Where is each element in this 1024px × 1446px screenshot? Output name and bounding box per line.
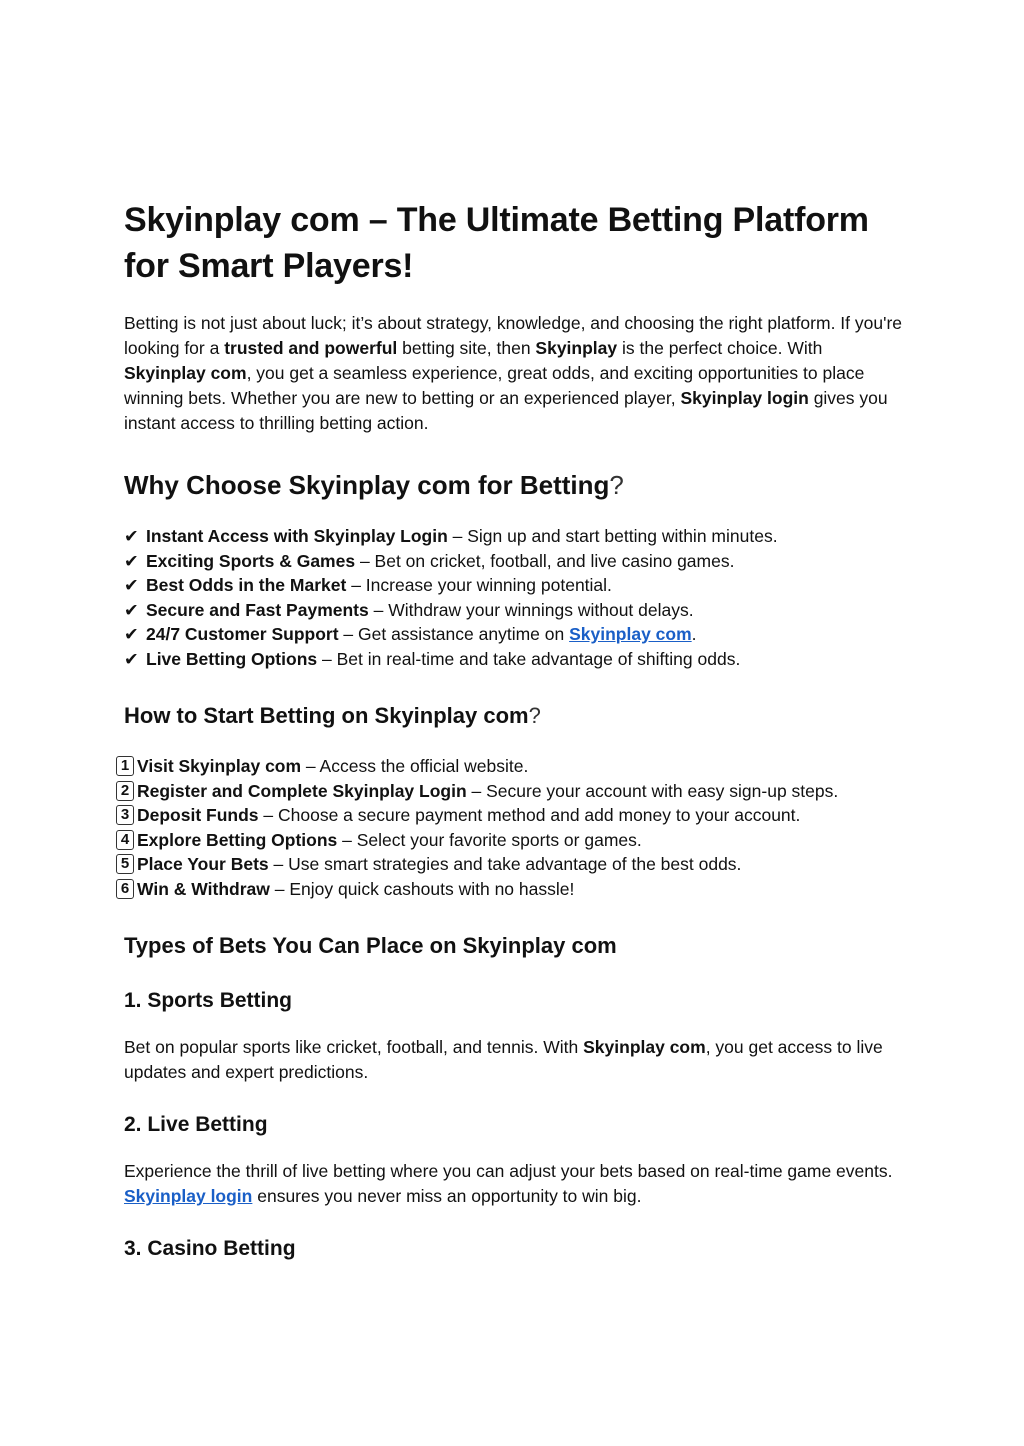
step-item [116,828,896,853]
item-bold: Exciting Sports & Games [146,550,356,571]
item-text: – Withdraw your winnings without delays. [368,599,694,620]
step-item [116,852,896,877]
checkmark-icon: ✔ [124,648,139,669]
item-text: – Increase your winning potential. [346,575,612,595]
item-bold: Best Odds in the Market [146,575,347,595]
step-bold: Explore Betting Options [137,829,338,850]
checkmark-icon: ✔ [124,599,139,620]
why-heading-q: ? [609,470,624,500]
intro-bold: Skyinplay login [680,388,809,408]
types-heading: Types of Bets You Can Place on Skyinplay com [124,933,617,958]
item-bold: Secure and Fast Payments [146,599,369,620]
intro-text: Betting is not just about luck; it’s about strategy, knowledge, and choosing the right platform. If you're looking for a [124,313,902,358]
intro-text: gives you instant access to thrilling betting action. [124,388,888,433]
item-bold: Instant Access with Skyinplay Login [146,526,448,546]
steps-list [116,754,896,901]
item-text: – Bet in real-time and take advantage of shifting odds. [317,648,741,669]
step-text: – Access the official website. [301,756,529,776]
step-bold: Register and Complete Skyinplay Login [137,780,467,801]
sports-betting-paragraph [124,1035,904,1085]
intro-text: betting site, then [397,338,536,358]
intro-bold: trusted and powerful [224,338,398,358]
para-text: Bet on popular sports like cricket, football, and tennis. With [124,1037,584,1057]
list-item [124,622,904,647]
how-heading [124,701,904,731]
list-item [124,573,904,598]
intro-bold: Skyinplay [535,338,618,358]
step-bold: Visit Skyinplay com [137,756,302,776]
step-bold: Deposit Funds [137,805,259,825]
casino-betting-heading: 3. Casino Betting [124,1237,296,1260]
why-heading-text: Why Choose Skyinplay com for Betting [124,470,610,500]
step-item [116,803,896,828]
step-text: – Use smart strategies and take advantage of the best odds. [268,854,742,874]
step-item [116,779,896,804]
step-number-badge: 4 [116,830,134,850]
step-number-badge: 1 [116,756,134,776]
item-text: . [691,624,697,644]
item-text: – Get assistance anytime on [338,624,570,644]
live-betting-paragraph [124,1159,904,1209]
item-bold: 24/7 Customer Support [146,624,339,644]
sports-betting-heading: 1. Sports Betting [124,989,293,1012]
list-item [124,647,904,672]
step-number-badge: 5 [116,854,134,874]
para-bold: Skyinplay com [583,1037,706,1057]
step-text: – Choose a secure payment method and add money to your account. [258,805,801,825]
benefits-list [124,524,904,671]
step-text: – Enjoy quick cashouts with no hassle! [269,878,575,899]
step-number-badge: 6 [116,879,134,899]
document-page [120,197,904,1263]
item-text: – Sign up and start betting within minutes. [447,526,778,546]
intro-text: , you get a seamless experience, great odds, and exciting opportunities to place winning bets. Whether you are new to betting or an experienced player, [124,363,865,408]
live-betting-heading: 2. Live Betting [124,1113,268,1136]
step-number-badge: 2 [116,781,134,801]
skyinplay-com-link[interactable]: Skyinplay com [569,624,692,644]
list-item [124,524,904,549]
intro-text: is the perfect choice. With [617,338,823,358]
para-text: Experience the thrill of live betting where you can adjust your bets based on real-time game events. [124,1161,893,1181]
how-heading-q: ? [528,703,541,728]
step-bold: Win & Withdraw [137,878,270,899]
para-text: ensures you never miss an opportunity to win big. [252,1186,642,1206]
checkmark-icon: ✔ [124,575,139,595]
step-bold: Place Your Bets [137,854,269,874]
item-text: – Bet on cricket, football, and live casino games. [355,550,735,571]
para-text: , you get access to live updates and expert predictions. [124,1037,883,1082]
checkmark-icon: ✔ [124,526,139,546]
list-item [124,549,904,574]
checkmark-icon: ✔ [124,624,139,644]
checkmark-icon: ✔ [124,550,139,571]
item-bold: Live Betting Options [146,648,318,669]
list-item [124,598,904,623]
why-heading [124,469,904,501]
skyinplay-login-link[interactable]: Skyinplay login [124,1186,253,1206]
step-item [116,877,896,902]
step-text: – Secure your account with easy sign-up steps. [466,780,839,801]
how-heading-text: How to Start Betting on Skyinplay com [124,703,529,728]
step-text: – Select your favorite sports or games. [337,829,642,850]
intro-bold: Skyinplay com [124,363,247,383]
step-number-badge: 3 [116,805,134,825]
step-item [116,754,896,779]
intro-paragraph [124,311,904,436]
page-title: Skyinplay com – The Ultimate Betting Platform for Smart Players! [124,201,869,285]
